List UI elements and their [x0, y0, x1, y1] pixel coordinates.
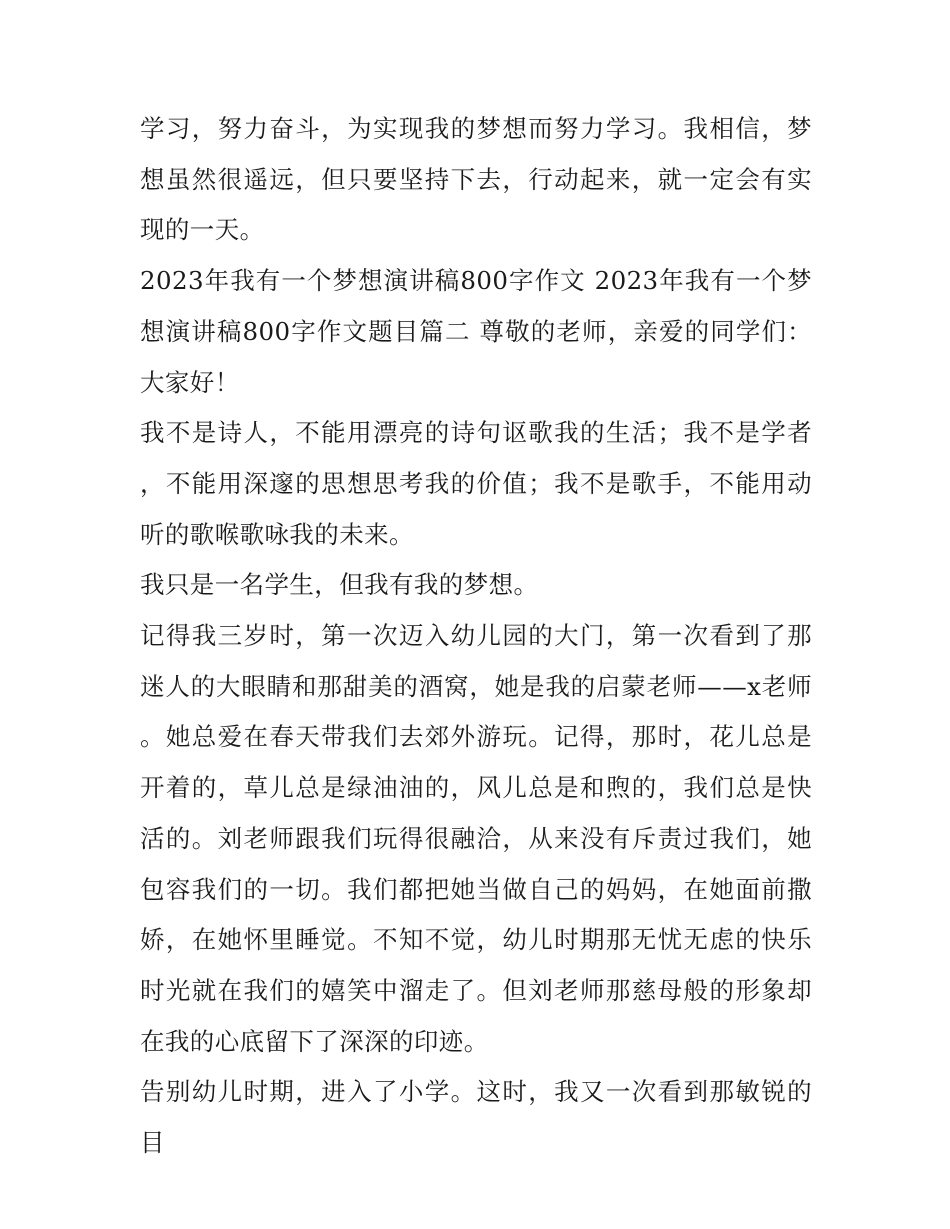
paragraph-dream-conclusion: 学习，努力奋斗，为实现我的梦想而努力学习。我相信，梦想虽然很遥远，但只要坚持下去，行动起来，就一定会有实现的一天。: [140, 114, 812, 245]
paragraph-not-poet: 我不是诗人，不能用漂亮的诗句讴歌我的生活；我不是学者，不能用深邃的思想思考我的价值；我不是歌手，不能用动听的歌喉歌咏我的未来。: [140, 418, 812, 549]
paragraph-kindergarten-memory: 记得我三岁时，第一次迈入幼儿园的大门，第一次看到了那迷人的大眼睛和那甜美的酒窝，她是我的启蒙老师——x老师。她总爱在春天带我们去郊外游玩。记得，那时，花儿总是开着的，草儿总是绿油油的，风儿总是和煦的，我们总是快活的。刘老师跟我们玩得很融洽，从来没有斥责过我们，她包容我们的一切。我们都把她当做自己的妈妈，在她面前撒娇，在她怀里睡觉。不知不觉，幼儿时期那无忧无虑的快乐时光就在我们的嬉笑中溜走了。但刘老师那慈母般的形象却在我的心底留下了深深的印迹。: [140, 621, 812, 1056]
paragraph-primary-school: 告别幼儿时期，进入了小学。这时，我又一次看到那敏锐的目: [140, 1077, 812, 1158]
document-body: [140, 104, 812, 1169]
paragraph-speech-title: 2023年我有一个梦想演讲稿800字作文 2023年我有一个梦想演讲稿800字作文题目篇二 尊敬的老师，亲爱的同学们： 大家好！: [140, 266, 812, 397]
paragraph-only-student: 我只是一名学生，但我有我的梦想。: [140, 570, 539, 600]
